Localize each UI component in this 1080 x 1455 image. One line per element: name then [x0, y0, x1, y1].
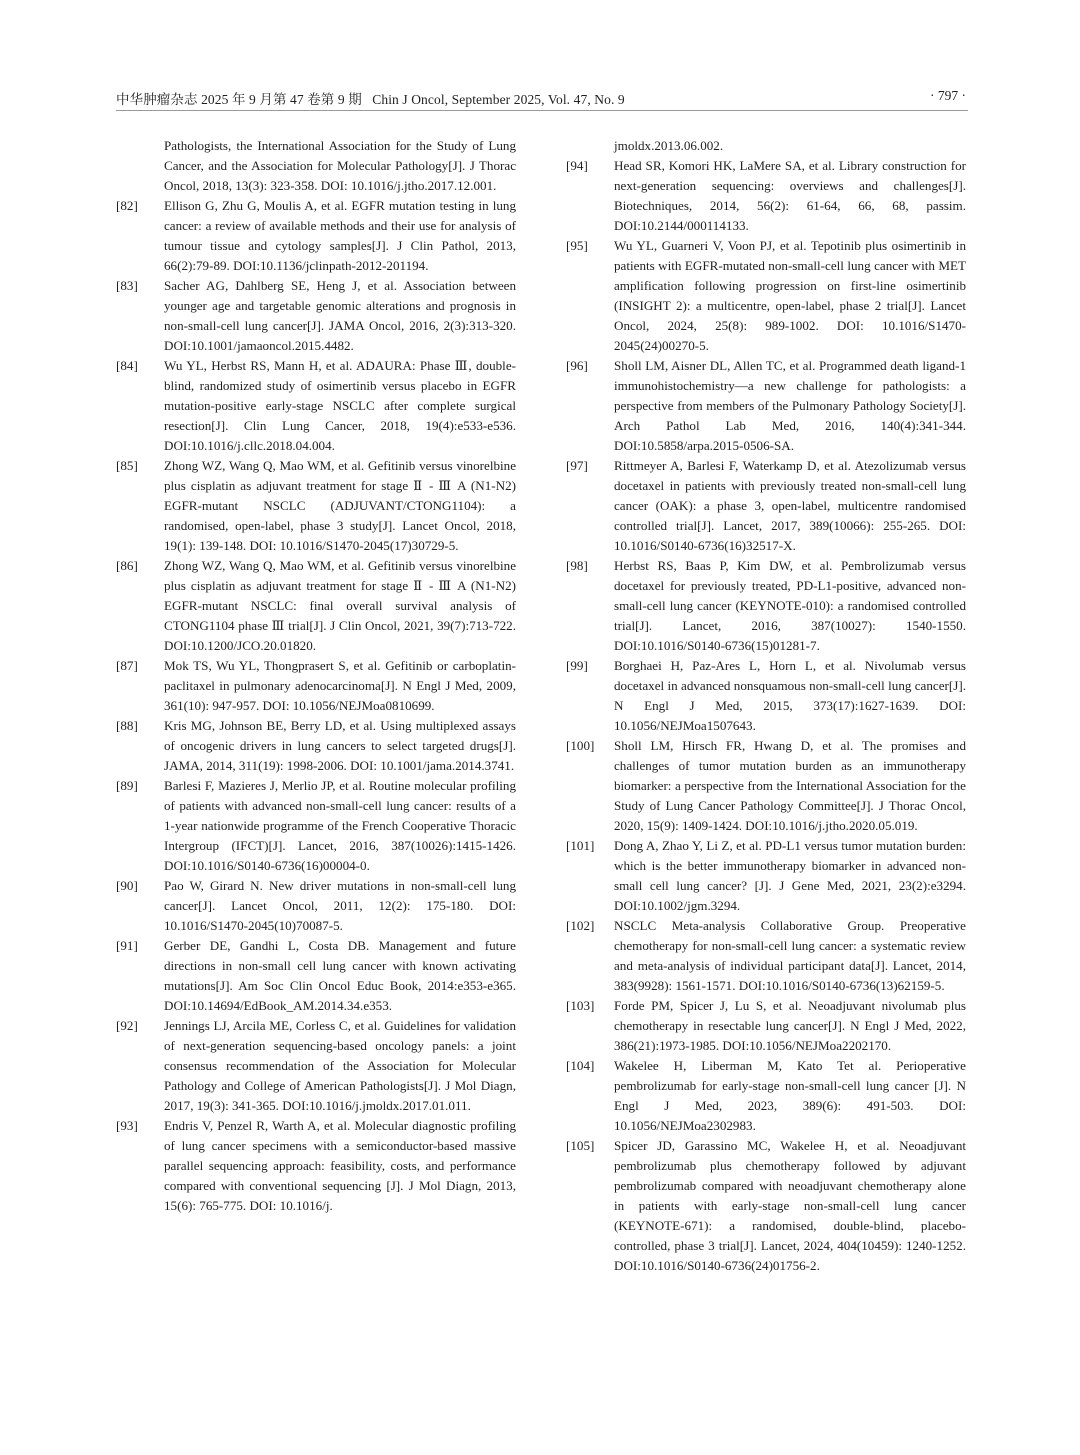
reference-entry	[116, 716, 516, 776]
reference-text: Zhong WZ, Wang Q, Mao WM, et al. Gefitinib versus vinorelbine plus cisplatin as adjuvant treatment for stage Ⅱ - Ⅲ A (N1-N2) EGFR-mutant NSCLC (ADJUVANT/CTONG1104): a randomised, open-label, phase 3 study[J]. Lancet Oncol, 2018, 19(1): 139-148. DOI: 10.1016/S1470-2045(17)30729-5.	[164, 458, 516, 553]
reference-text: Spicer JD, Garassino MC, Wakelee H, et al. Neoadjuvant pembrolizumab plus chemotherapy followed by adjuvant pembrolizumab compared with neoadjuvant chemotherapy alone in patients with early-stage non-small-cell lung cancer (KEYNOTE-671): a randomised, double-blind, placebo-controlled, phase 3 trial[J]. Lancet, 2024, 404(10459): 1240-1252. DOI:10.1016/S0140-6736(24)01756-2.	[614, 1138, 966, 1273]
journal-name-en: Chin J Oncol, September 2025, Vol. 47, No. 9	[372, 92, 625, 107]
reference-text: Endris V, Penzel R, Warth A, et al. Molecular diagnostic profiling of lung cancer specimens with a semiconductor-based massive parallel sequencing approach: feasibility, costs, and performance compared with conventional sequencing [J]. J Mol Diagn, 2013, 15(6): 765-775. DOI: 10.1016/j.	[164, 1118, 516, 1213]
reference-number: [86]	[116, 558, 138, 573]
right-column	[566, 136, 966, 1276]
reference-text: Rittmeyer A, Barlesi F, Waterkamp D, et al. Atezolizumab versus docetaxel in patients with previously treated non-small-cell lung cancer (OAK): a phase 3, open-label, multicentre randomised controlled trial[J]. Lancet, 2017, 389(10066): 255-265. DOI: 10.1016/S0140-6736(16)32517-X.	[614, 458, 966, 553]
reference-number: [100]	[566, 738, 595, 753]
reference-text: jmoldx.2013.06.002.	[614, 138, 724, 153]
reference-entry	[566, 236, 966, 356]
reference-entry	[566, 736, 966, 836]
running-header	[116, 86, 968, 111]
reference-list-left	[116, 196, 516, 1216]
reference-text: Ellison G, Zhu G, Moulis A, et al. EGFR mutation testing in lung cancer: a review of available methods and their use for analysis of tumour tissue and cytology samples[J]. J Clin Pathol, 2013, 66(2):79-89. DOI:10.1136/jclinpath-2012-201194.	[164, 198, 516, 273]
reference-text: Gerber DE, Gandhi L, Costa DB. Management and future directions in non-small cell lung cancer with known activating mutations[J]. Am Soc Clin Oncol Educ Book, 2014:e353-e365. DOI:10.14694/EdBook_AM.2014.34.e353.	[164, 938, 516, 1013]
reference-number: [87]	[116, 658, 138, 673]
reference-entry	[566, 1136, 966, 1276]
reference-text: Forde PM, Spicer J, Lu S, et al. Neoadjuvant nivolumab plus chemotherapy in resectable lung cancer[J]. N Engl J Med, 2022, 386(21):1973-1985. DOI:10.1056/NEJMoa2202170.	[614, 998, 966, 1053]
reference-number: [90]	[116, 878, 138, 893]
reference-number: [85]	[116, 458, 138, 473]
reference-text: Sholl LM, Hirsch FR, Hwang D, et al. The promises and challenges of tumor mutation burden as an immunotherapy biomarker: a perspective from the International Association for the Study of Lung Cancer Pathology Committee[J]. J Thorac Oncol, 2020, 15(9): 1409-1424. DOI:10.1016/j.jtho.2020.05.019.	[614, 738, 966, 833]
journal-name-cn: 中华肿瘤杂志 2025 年 9 月第 47 卷第 9 期	[116, 92, 362, 107]
reference-continuation	[116, 136, 516, 196]
reference-number: [95]	[566, 238, 588, 253]
reference-list-right	[566, 156, 966, 1276]
reference-entry	[116, 1116, 516, 1216]
reference-entry	[566, 456, 966, 556]
reference-text: Sholl LM, Aisner DL, Allen TC, et al. Programmed death ligand-1 immunohistochemistry—a new challenge for pathologists: a perspective from members of the Pulmonary Pathology Society[J]. Arch Pathol Lab Med, 2016, 140(4):341-344. DOI:10.5858/arpa.2015-0506-SA.	[614, 358, 966, 453]
reference-entry	[566, 656, 966, 736]
reference-entry	[566, 916, 966, 996]
reference-number: [84]	[116, 358, 138, 373]
reference-text: Zhong WZ, Wang Q, Mao WM, et al. Gefitinib versus vinorelbine plus cisplatin as adjuvant treatment for stage Ⅱ - Ⅲ A (N1-N2) EGFR-mutant NSCLC: final overall survival analysis of CTONG1104 phase Ⅲ trial[J]. J Clin Oncol, 2021, 39(7):713-722. DOI:10.1200/JCO.20.01820.	[164, 558, 516, 653]
reference-entry	[116, 556, 516, 656]
page-number: · 797 ·	[930, 88, 966, 103]
reference-text: Borghaei H, Paz-Ares L, Horn L, et al. Nivolumab versus docetaxel in advanced nonsquamous non-small-cell lung cancer[J]. N Engl J Med, 2015, 373(17):1627-1639. DOI: 10.1056/NEJMoa1507643.	[614, 658, 966, 733]
reference-number: [94]	[566, 158, 588, 173]
reference-entry	[116, 1016, 516, 1116]
reference-text: Jennings LJ, Arcila ME, Corless C, et al. Guidelines for validation of next-generation sequencing-based oncology panels: a joint consensus recommendation of the Association for Molecular Pathology and College of American Pathologists[J]. J Mol Diagn, 2017, 19(3): 341-365. DOI:10.1016/j.jmoldx.2017.01.011.	[164, 1018, 516, 1113]
reference-entry	[116, 196, 516, 276]
reference-number: [93]	[116, 1118, 138, 1133]
reference-number: [92]	[116, 1018, 138, 1033]
reference-entry	[116, 876, 516, 936]
reference-number: [82]	[116, 198, 138, 213]
reference-number: [89]	[116, 778, 138, 793]
reference-entry	[116, 936, 516, 1016]
reference-number: [102]	[566, 918, 595, 933]
reference-entry	[116, 356, 516, 456]
reference-text: Barlesi F, Mazieres J, Merlio JP, et al. Routine molecular profiling of patients with advanced non-small-cell lung cancer: results of a 1-year nationwide programme of the French Cooperative Thoracic Intergroup (IFCT)[J]. Lancet, 2016, 387(10026):1415-1426. DOI:10.1016/S0140-6736(16)00004-0.	[164, 778, 516, 873]
reference-entry	[566, 356, 966, 456]
reference-text: Head SR, Komori HK, LaMere SA, et al. Library construction for next-generation sequencing: overviews and challenges[J]. Biotechniques, 2014, 56(2): 61-64, 66, 68, passim. DOI:10.2144/000114133.	[614, 158, 966, 233]
reference-entry	[566, 556, 966, 656]
left-column	[116, 136, 516, 1216]
reference-text: Mok TS, Wu YL, Thongprasert S, et al. Gefitinib or carboplatin-paclitaxel in pulmonary adenocarcinoma[J]. N Engl J Med, 2009, 361(10): 947-957. DOI: 10.1056/NEJMoa0810699.	[164, 658, 516, 713]
reference-text: NSCLC Meta-analysis Collaborative Group. Preoperative chemotherapy for non-small-cell lung cancer: a systematic review and meta-analysis of individual participant data[J]. Lancet, 2014, 383(9928): 1561-1571. DOI:10.1016/S0140-6736(13)62159-5.	[614, 918, 966, 993]
reference-number: [99]	[566, 658, 588, 673]
reference-text: Herbst RS, Baas P, Kim DW, et al. Pembrolizumab versus docetaxel for previously treated, PD-L1-positive, advanced non-small-cell lung cancer (KEYNOTE-010): a randomised controlled trial[J]. Lancet, 2016, 387(10027): 1540-1550. DOI:10.1016/S0140-6736(15)01281-7.	[614, 558, 966, 653]
reference-number: [104]	[566, 1058, 595, 1073]
reference-number: [96]	[566, 358, 588, 373]
reference-number: [98]	[566, 558, 588, 573]
reference-text: Pathologists, the International Association for the Study of Lung Cancer, and the Association for Molecular Pathology[J]. J Thorac Oncol, 2018, 13(3): 323-358. DOI: 10.1016/j.jtho.2017.12.001.	[164, 138, 516, 193]
reference-number: [103]	[566, 998, 595, 1013]
reference-text: Dong A, Zhao Y, Li Z, et al. PD-L1 versus tumor mutation burden: which is the better immunotherapy biomarker in advanced non-small cell lung cancer? [J]. J Gene Med, 2021, 23(2):e3294. DOI:10.1002/jgm.3294.	[614, 838, 966, 913]
reference-text: Wu YL, Guarneri V, Voon PJ, et al. Tepotinib plus osimertinib in patients with EGFR-mutated non-small-cell lung cancer with MET amplification following progression on first-line osimertinib (INSIGHT 2): a multicentre, open-label, phase 2 trial[J]. Lancet Oncol, 2024, 25(8): 989-1002. DOI: 10.1016/S1470-2045(24)00270-5.	[614, 238, 966, 353]
journal-citation-line	[116, 88, 625, 108]
reference-continuation	[566, 136, 966, 156]
reference-entry	[116, 276, 516, 356]
reference-entry	[116, 776, 516, 876]
reference-entry	[116, 656, 516, 716]
reference-text: Pao W, Girard N. New driver mutations in non-small-cell lung cancer[J]. Lancet Oncol, 2011, 12(2): 175-180. DOI: 10.1016/S1470-2045(10)70087-5.	[164, 878, 516, 933]
reference-text: Kris MG, Johnson BE, Berry LD, et al. Using multiplexed assays of oncogenic drivers in lung cancers to select targeted drugs[J]. JAMA, 2014, 311(19): 1998-2006. DOI: 10.1001/jama.2014.3741.	[164, 718, 516, 773]
reference-entry	[566, 156, 966, 236]
reference-number: [105]	[566, 1138, 595, 1153]
reference-text: Wakelee H, Liberman M, Kato Tet al. Perioperative pembrolizumab for early-stage non-small-cell lung cancer [J]. N Engl J Med, 2023, 389(6): 491-503. DOI: 10.1056/NEJMoa2302983.	[614, 1058, 966, 1133]
reference-number: [97]	[566, 458, 588, 473]
reference-entry	[566, 836, 966, 916]
reference-text: Sacher AG, Dahlberg SE, Heng J, et al. Association between younger age and targetable genomic alterations and prognosis in non-small-cell lung cancer[J]. JAMA Oncol, 2016, 2(3):313-320. DOI:10.1001/jamaoncol.2015.4482.	[164, 278, 516, 353]
reference-text: Wu YL, Herbst RS, Mann H, et al. ADAURA: Phase Ⅲ, double-blind, randomized study of osimertinib versus placebo in EGFR mutation-positive early-stage NSCLC after complete surgical resection[J]. Clin Lung Cancer, 2018, 19(4):e533-e536. DOI:10.1016/j.cllc.2018.04.004.	[164, 358, 516, 453]
reference-number: [88]	[116, 718, 138, 733]
reference-number: [101]	[566, 838, 595, 853]
reference-number: [83]	[116, 278, 138, 293]
reference-entry	[566, 1056, 966, 1136]
reference-entry	[566, 996, 966, 1056]
reference-number: [91]	[116, 938, 138, 953]
reference-entry	[116, 456, 516, 556]
